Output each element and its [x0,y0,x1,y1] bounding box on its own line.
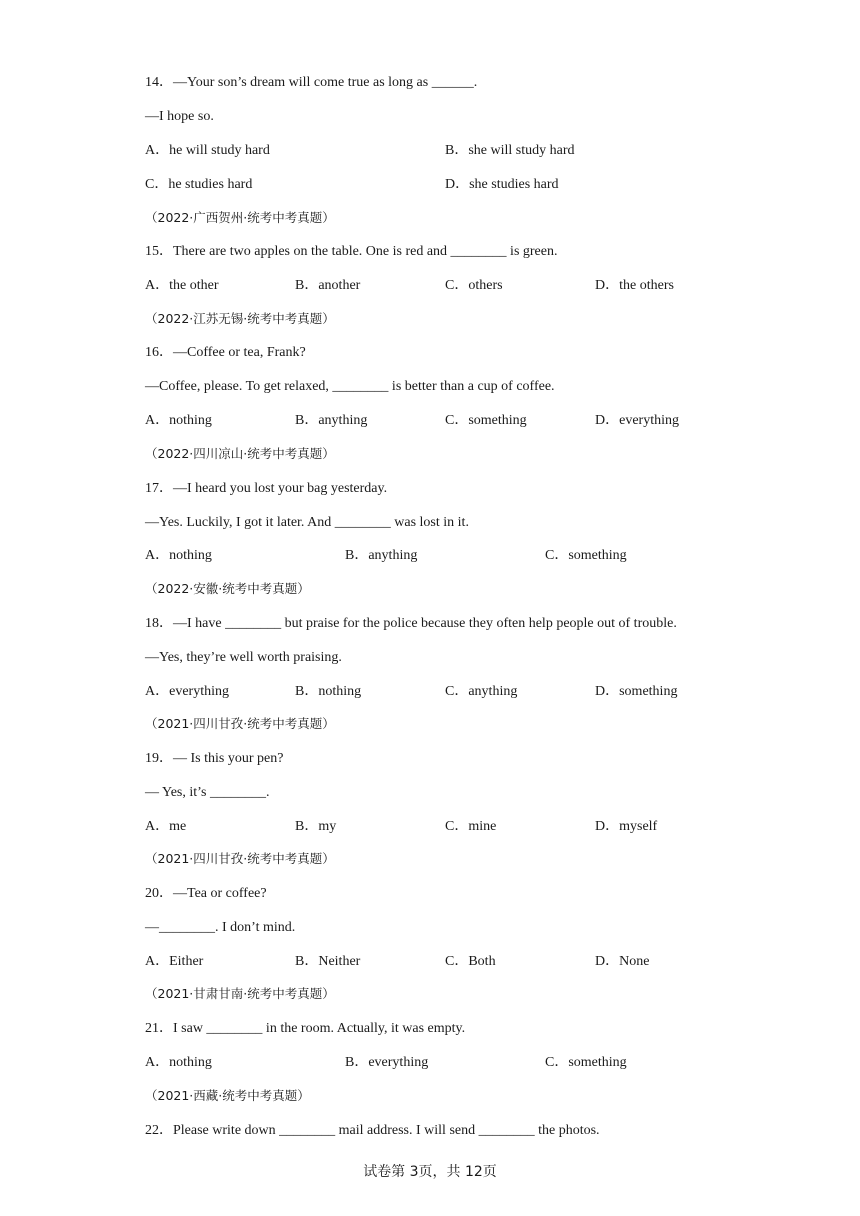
question-14-line-1: 14．—Your son’s dream will come true as long as ______. [145,75,478,90]
question-21-option-a: A．nothing [145,1055,212,1070]
question-14-option-d: D．she studies hard [445,177,559,192]
question-19-line-2: — Yes, it’s ________. [145,785,270,800]
question-15-option-a: A．the other [145,278,219,293]
question-18-option-c: C．anything [445,684,518,699]
question-20-source: （2021·甘肃甘南·统考中考真题） [145,986,335,1001]
question-20-option-b: B．Neither [295,954,361,969]
question-14-line-2: —I hope so. [145,109,214,124]
question-16-option-b: B．anything [295,413,368,428]
question-16-option-d: D．everything [595,413,679,428]
question-17-line-2: —Yes. Luckily, I got it later. And ________ was lost in it. [145,515,469,530]
question-15-line-1: 15．There are two apples on the table. One is red and ________ is green. [145,244,558,259]
question-17-source: （2022·安徽·统考中考真题） [145,581,310,596]
question-21-source: （2021·西藏·统考中考真题） [145,1088,310,1103]
question-20-option-a: A．Either [145,954,204,969]
question-19-option-c: C．mine [445,819,497,834]
question-17-option-c: C．something [545,548,627,563]
question-18-option-a: A．everything [145,684,229,699]
question-21-option-b: B．everything [345,1055,429,1070]
page-footer: 试卷第 3页，共 12页 [363,1164,497,1180]
question-18-option-b: B．nothing [295,684,362,699]
question-21-option-c: C．something [545,1055,627,1070]
question-17-line-1: 17．—I heard you lost your bag yesterday. [145,481,388,496]
question-15-option-c: C．others [445,278,503,293]
question-20-option-c: C．Both [445,954,496,969]
question-16-option-c: C．something [445,413,527,428]
question-19-source: （2021·四川甘孜·统考中考真题） [145,851,335,866]
question-18-line-1: 18．—I have ________ but praise for the police because they often help people out of trouble. [145,616,677,631]
question-20-line-1: 20．—Tea or coffee? [145,886,267,901]
question-20-line-2: —________. I don’t mind. [145,920,296,935]
question-19-option-b: B．my [295,819,337,834]
question-16-option-a: A．nothing [145,413,212,428]
question-17-option-b: B．anything [345,548,418,563]
question-14-source: （2022·广西贺州·统考中考真题） [145,210,335,225]
question-19-option-d: D．myself [595,819,658,834]
question-18-source: （2021·四川甘孜·统考中考真题） [145,716,335,731]
question-16-line-1: 16．—Coffee or tea, Frank? [145,345,306,360]
question-19-line-1: 19．— Is this your pen? [145,751,284,766]
question-14-option-b: B．she will study hard [445,143,575,158]
question-22-line-1: 22．Please write down ________ mail address. I will send ________ the photos. [145,1123,600,1138]
question-18-option-d: D．something [595,684,678,699]
question-15-source: （2022·江苏无锡·统考中考真题） [145,311,335,326]
question-15-option-b: B．another [295,278,361,293]
question-21-line-1: 21．I saw ________ in the room. Actually, it was empty. [145,1021,466,1036]
question-16-line-2: —Coffee, please. To get relaxed, ________ is better than a cup of coffee. [145,379,555,394]
question-20-option-d: D．None [595,954,650,969]
question-17-option-a: A．nothing [145,548,212,563]
question-15-option-d: D．the others [595,278,674,293]
question-16-source: （2022·四川凉山·统考中考真题） [145,446,335,461]
question-19-option-a: A．me [145,819,187,834]
question-18-line-2: —Yes, they’re well worth praising. [145,650,342,665]
question-14-option-c: C．he studies hard [145,177,253,192]
question-14-option-a: A．he will study hard [145,143,270,158]
